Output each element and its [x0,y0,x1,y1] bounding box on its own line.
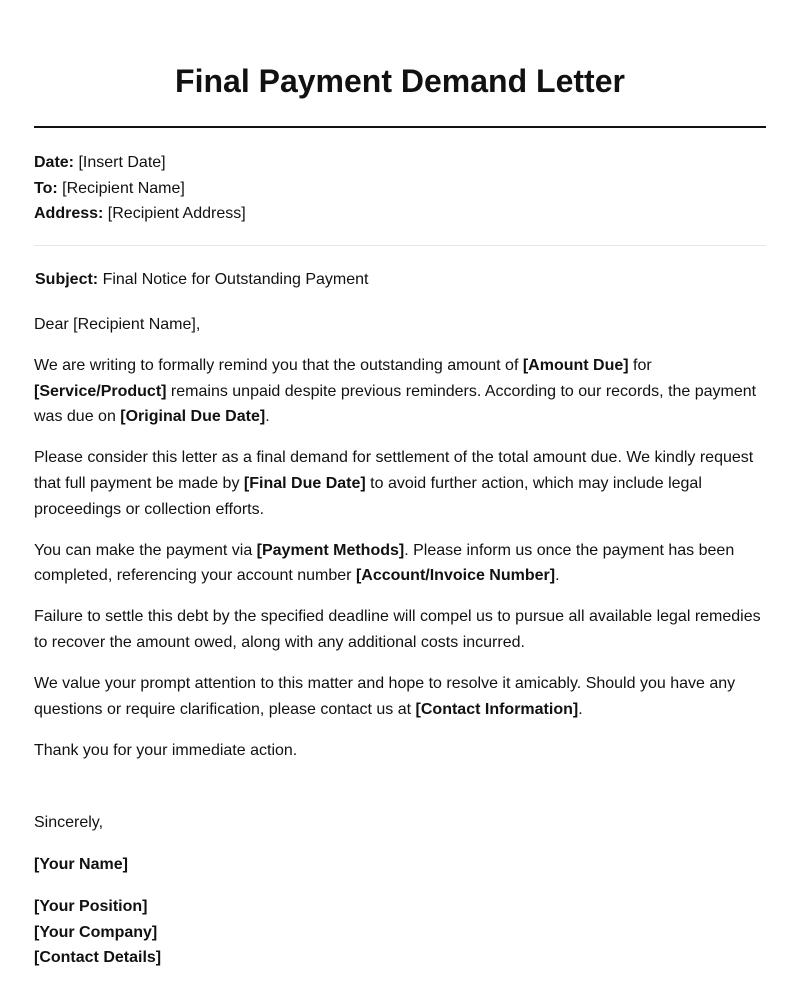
recipient-row [34,176,246,202]
address-value: [Recipient Address] [103,205,246,223]
p5-text-2: . [578,700,583,718]
subject-line [35,267,368,293]
date-label: Date: [34,154,75,171]
signature-name: [Your Name] [34,856,128,873]
p1-text-1: We are writing to formally remind you that the outstanding amount of [34,357,523,375]
p1-text-4: . [265,408,270,426]
p3-text-3: . [555,567,560,585]
address-row [34,201,246,227]
letter-body [34,312,766,779]
paragraph-payment-methods [34,538,766,589]
amount-due-placeholder: [Amount Due] [522,357,629,375]
paragraph-amount-due [34,353,766,430]
letter-meta [34,150,246,227]
salutation: Dear [Recipient Name], [34,316,201,333]
original-due-date-placeholder: [Original Due Date] [120,408,266,426]
p2-text-1: Please consider this letter as a final demand for settlement of the total amount due. We kindly request that full payment be made by [34,449,754,492]
paragraph-final-demand [34,445,766,522]
signature-company: [Your Company] [34,923,158,941]
date-row [34,150,246,176]
p5-text-1: We value your prompt attention to this matter and hope to resolve it amicably. Should you have any questions or require clarification, please contact us at [34,675,736,718]
date-value: [Insert Date] [74,154,166,171]
address-label: Address: [34,205,104,223]
p3-text-1: You can make the payment via [34,541,257,559]
p3-text-2: . Please inform us once the payment has been completed, referencing your account number [34,541,735,585]
page-title: Final Payment Demand Letter [175,63,625,99]
p1-text-2: for [628,357,652,375]
final-due-date-placeholder: [Final Due Date] [243,474,366,492]
signature-contact: [Contact Details] [34,949,162,967]
signature-block [34,894,161,971]
p2-text-2: to avoid further action, which may include legal proceedings or collection efforts. [34,474,702,518]
p1-text-3: remains unpaid despite previous reminders. According to our records, the payment was due on [34,382,757,426]
account-invoice-placeholder: [Account/Invoice Number] [355,567,556,585]
to-value: [Recipient Name] [57,179,185,197]
closing-line: Sincerely, [34,814,104,831]
payment-methods-placeholder: [Payment Methods] [256,541,405,559]
paragraph-thank-you: Thank you for your immediate action. [34,741,298,759]
paragraph-contact [34,671,766,722]
title-divider [34,126,766,128]
contact-information-placeholder: [Contact Information] [415,700,579,718]
paragraph-legal-remedies: Failure to settle this debt by the specified deadline will compel us to pursue all available legal remedies to recover the amount owed, along with any additional costs incurred. [34,608,761,651]
subject-label: Subject: [35,271,99,288]
subject-value: Final Notice for Outstanding Payment [98,271,369,288]
meta-divider [34,245,766,246]
to-label: To: [34,179,58,197]
service-product-placeholder: [Service/Product] [34,382,167,400]
signature-position: [Your Position] [34,898,148,915]
